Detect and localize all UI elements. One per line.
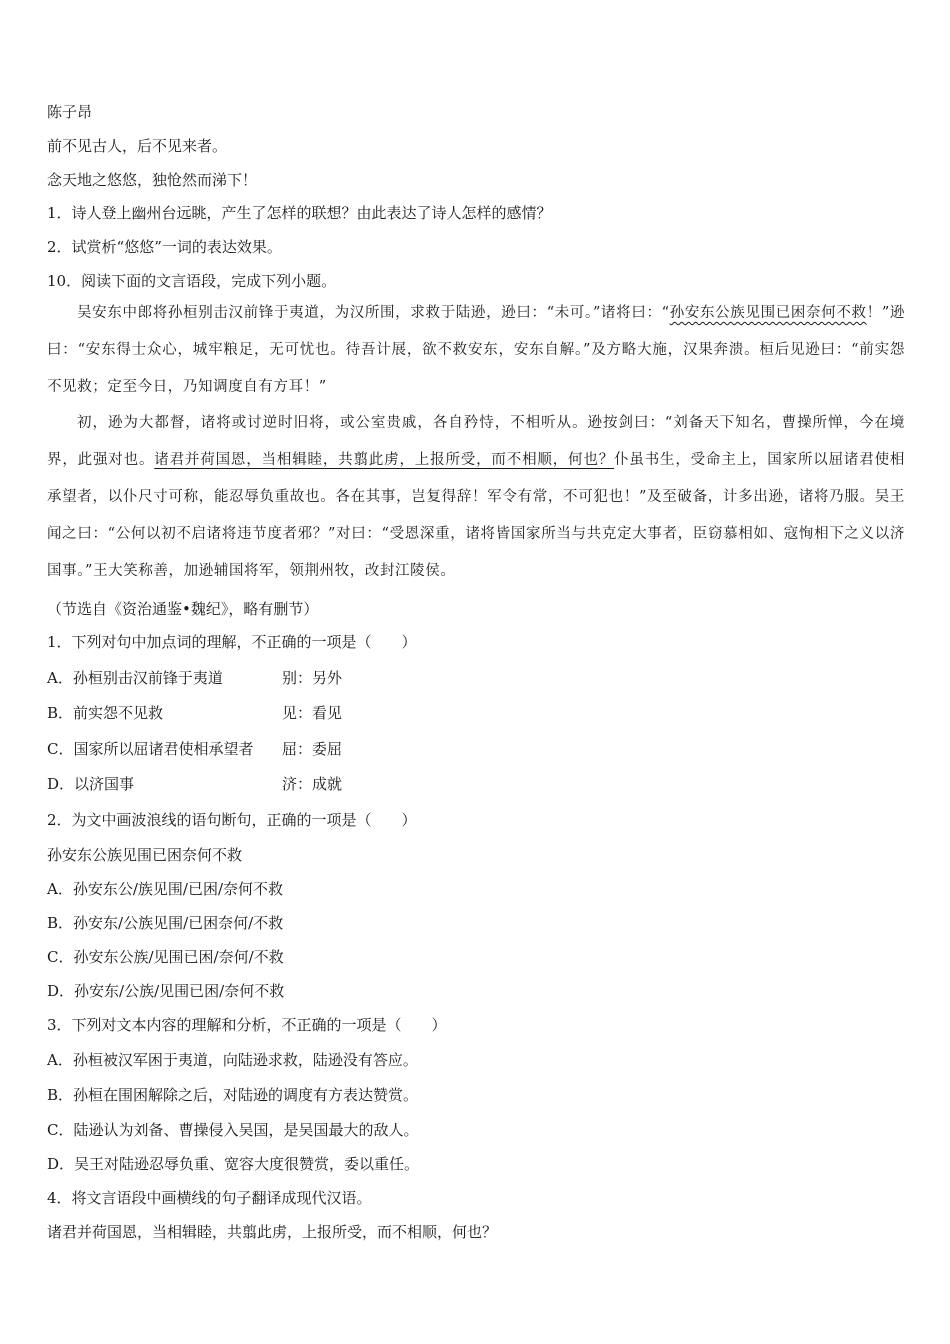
question-10-title: 10．阅读下面的文言语段，完成下列小题。 xyxy=(47,272,337,290)
sub-question-2-stem: 2．为文中画波浪线的语句断句，正确的一项是（ ） xyxy=(47,811,417,829)
sub-question-2-option-b: B．孙安东/公族见围/已困奈何/不救 xyxy=(47,914,284,932)
sub-question-2-option-c: C．孙安东公族/见围已困/奈何/不救 xyxy=(47,948,284,966)
sub-question-3-option-c: C．陆逊认为刘备、曹操侵入吴国，是吴国最大的敌人。 xyxy=(47,1121,419,1139)
passage-source: （节选自《资治通鉴•魏纪》，略有删节） xyxy=(47,600,319,618)
sub-question-3-option-b: B．孙桓在围困解除之后，对陆逊的调度有方表达赞赏。 xyxy=(47,1086,419,1104)
sub-question-1-option-b: B．前实怨不见救 见：看见 xyxy=(47,704,343,722)
sub-question-4-sentence: 诸君并荷国恩，当相辑睦，共翦此虏，上报所受，而不相顺，何也？ xyxy=(47,1223,498,1241)
poem-line-2: 念天地之悠悠，独怆然而涕下！ xyxy=(47,171,258,189)
wavy-underlined-sentence: 孙安东公族见围已困奈何不救 xyxy=(669,305,867,321)
sub-question-1-stem: 1．下列对句中加点词的理解，不正确的一项是（ ） xyxy=(47,633,417,651)
sub-question-3-option-d: D．吴王对陆逊忍辱负重、宽容大度很赞赏，委以重任。 xyxy=(47,1155,420,1173)
sub-question-3-option-a: A．孙桓被汉军困于夷道，向陆逊求救，陆逊没有答应。 xyxy=(47,1051,418,1069)
sub-question-4-stem: 4．将文言语段中画横线的句子翻译成现代汉语。 xyxy=(47,1189,372,1207)
sub-question-1-option-c: C．国家所以屈诸君使相承望者 屈：委屈 xyxy=(47,740,343,758)
poem-question-2: 2．试赏析“悠悠”一词的表达效果。 xyxy=(47,238,282,256)
poem-question-1: 1．诗人登上幽州台远眺，产生了怎样的联想？由此表达了诗人怎样的感情？ xyxy=(47,204,552,222)
underlined-sentence: 诸君并荷国恩，当相辑睦，共翦此虏，上报所受，而不相顺，何也？ xyxy=(154,452,615,468)
sub-question-2-option-d: D．孙安东/公族/见围已困/奈何不救 xyxy=(47,982,285,1000)
passage-paragraph-2: 初，逊为大都督，诸将或讨逆时旧将，或公室贵戚，各自矜恃，不相听从。逊按剑曰：“刘备天下知名，曹操所惮，今在境界，此强对也。诸君并荷国恩，当相辑睦，共翦此虏，上报所受，而不相顺，何也？仆虽书生，受命主上，国家所以屈诸君使相承望者，以仆尺寸可称，能忍辱负重故也。各在其事，岂复得辞！军令有常，不可犯也！”及至破备，计多出逊，诸将乃服。吴王闻之曰：“公何以初不启诸将违节度者邪？”对曰：“受恩深重，诸将皆国家所当与共克定大事者，臣窃慕相如、寇恂相下之义以济国事。”王大笑称善，加逊辅国将军，领荆州牧，改封江陵侯。 xyxy=(47,415,906,579)
sub-question-1-option-a: A．孙桓别击汉前锋于夷道 别：另外 xyxy=(47,669,343,687)
poem-author: 陈子昂 xyxy=(47,103,93,121)
sub-question-1-option-d: D．以济国事 济：成就 xyxy=(47,775,343,793)
sub-question-3-stem: 3．下列对文本内容的理解和分析，不正确的一项是（ ） xyxy=(47,1016,447,1034)
sub-question-2-sentence: 孙安东公族见围已困奈何不救 xyxy=(47,846,243,864)
passage-paragraph-1: 吴安东中郎将孙桓别击汉前锋于夷道，为汉所围，求救于陆逊，逊曰：“未可。”诸将曰：“孙安东公族见围已困奈何不救！”逊曰：“安东得士众心，城牢粮足，无可忧也。待吾计展，欲不救安东，安东自解。”及方略大施，汉果奔溃。桓后见逊曰：“前实怨不见救；定至今日，乃知调度自有方耳！” xyxy=(47,305,905,395)
poem-line-1: 前不见古人，后不见来者。 xyxy=(47,137,228,155)
sub-question-2-option-a: A．孙安东公/族见围/已困/奈何不救 xyxy=(47,880,283,898)
